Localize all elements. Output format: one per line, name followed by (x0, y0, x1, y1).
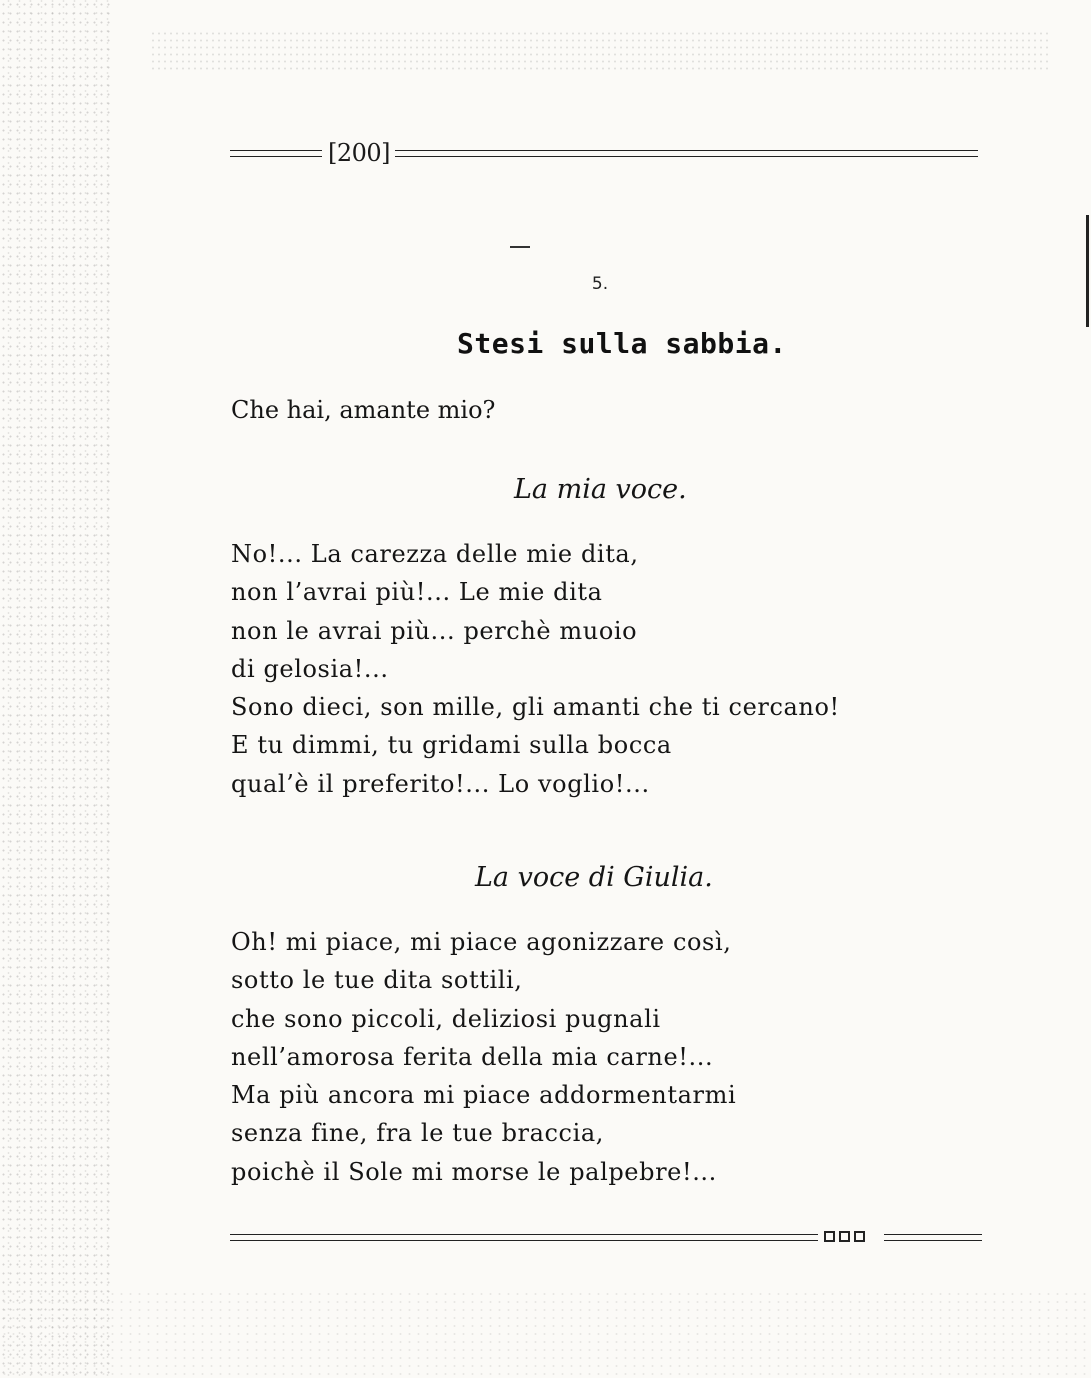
ornament-square-icon (824, 1231, 835, 1242)
stanza-line: sotto le tue dita sottili, (231, 966, 523, 995)
stanza-line: poichè il Sole mi morse le palpebre!... (231, 1157, 717, 1186)
ornament-square-icon (854, 1231, 865, 1242)
opening-line: Che hai, amante mio? (231, 396, 496, 424)
stanza-line: non le avrai più... perchè muoio (231, 616, 638, 645)
dash-mark (510, 246, 530, 248)
stanza-line: Ma più ancora mi piace addormentarmi (231, 1081, 737, 1110)
stanza-line: senza fine, fra le tue braccia, (231, 1119, 605, 1148)
stanza-line: che sono piccoli, deliziosi pugnali (231, 1004, 661, 1033)
header-rule (230, 140, 978, 166)
heading-la-voce-di-giulia: La voce di Giulia. (475, 862, 713, 893)
section-number: 5. (591, 274, 609, 294)
stanza-one (231, 535, 840, 803)
stanza-line: E tu dimmi, tu gridami sulla bocca (231, 731, 672, 760)
scan-noise-bottom (0, 1290, 1091, 1378)
footer-rule-right-line (884, 1234, 982, 1241)
poem-title: Stesi sulla sabbia. (457, 327, 787, 360)
stanza-line: non l’avrai più!... Le mie dita (231, 578, 603, 607)
footer-ornament (824, 1231, 865, 1242)
page-number: [200] (328, 139, 391, 167)
ornament-square-icon (839, 1231, 850, 1242)
heading-la-mia-voce: La mia voce. (514, 474, 687, 505)
stanza-line: No!... La carezza delle mie dita, (231, 540, 639, 568)
scan-noise-top (150, 30, 1050, 70)
page-edge-mark (1086, 215, 1089, 327)
stanza-line: nell’amorosa ferita della mia carne!... (231, 1042, 714, 1071)
scan-noise-left (0, 0, 110, 1378)
header-rule-right-line (395, 150, 978, 157)
footer-rule-left-line (230, 1234, 818, 1241)
stanza-two (231, 923, 736, 1191)
stanza-line: Oh! mi piace, mi piace agonizzare così, (231, 928, 732, 956)
stanza-line: Sono dieci, son mille, gli amanti che ti cercano! (231, 693, 840, 722)
stanza-line: di gelosia!... (231, 654, 389, 683)
header-rule-left-line (230, 150, 322, 157)
footer-rule (230, 1228, 982, 1250)
stanza-line: qual’è il preferito!... Lo voglio!... (231, 769, 650, 798)
